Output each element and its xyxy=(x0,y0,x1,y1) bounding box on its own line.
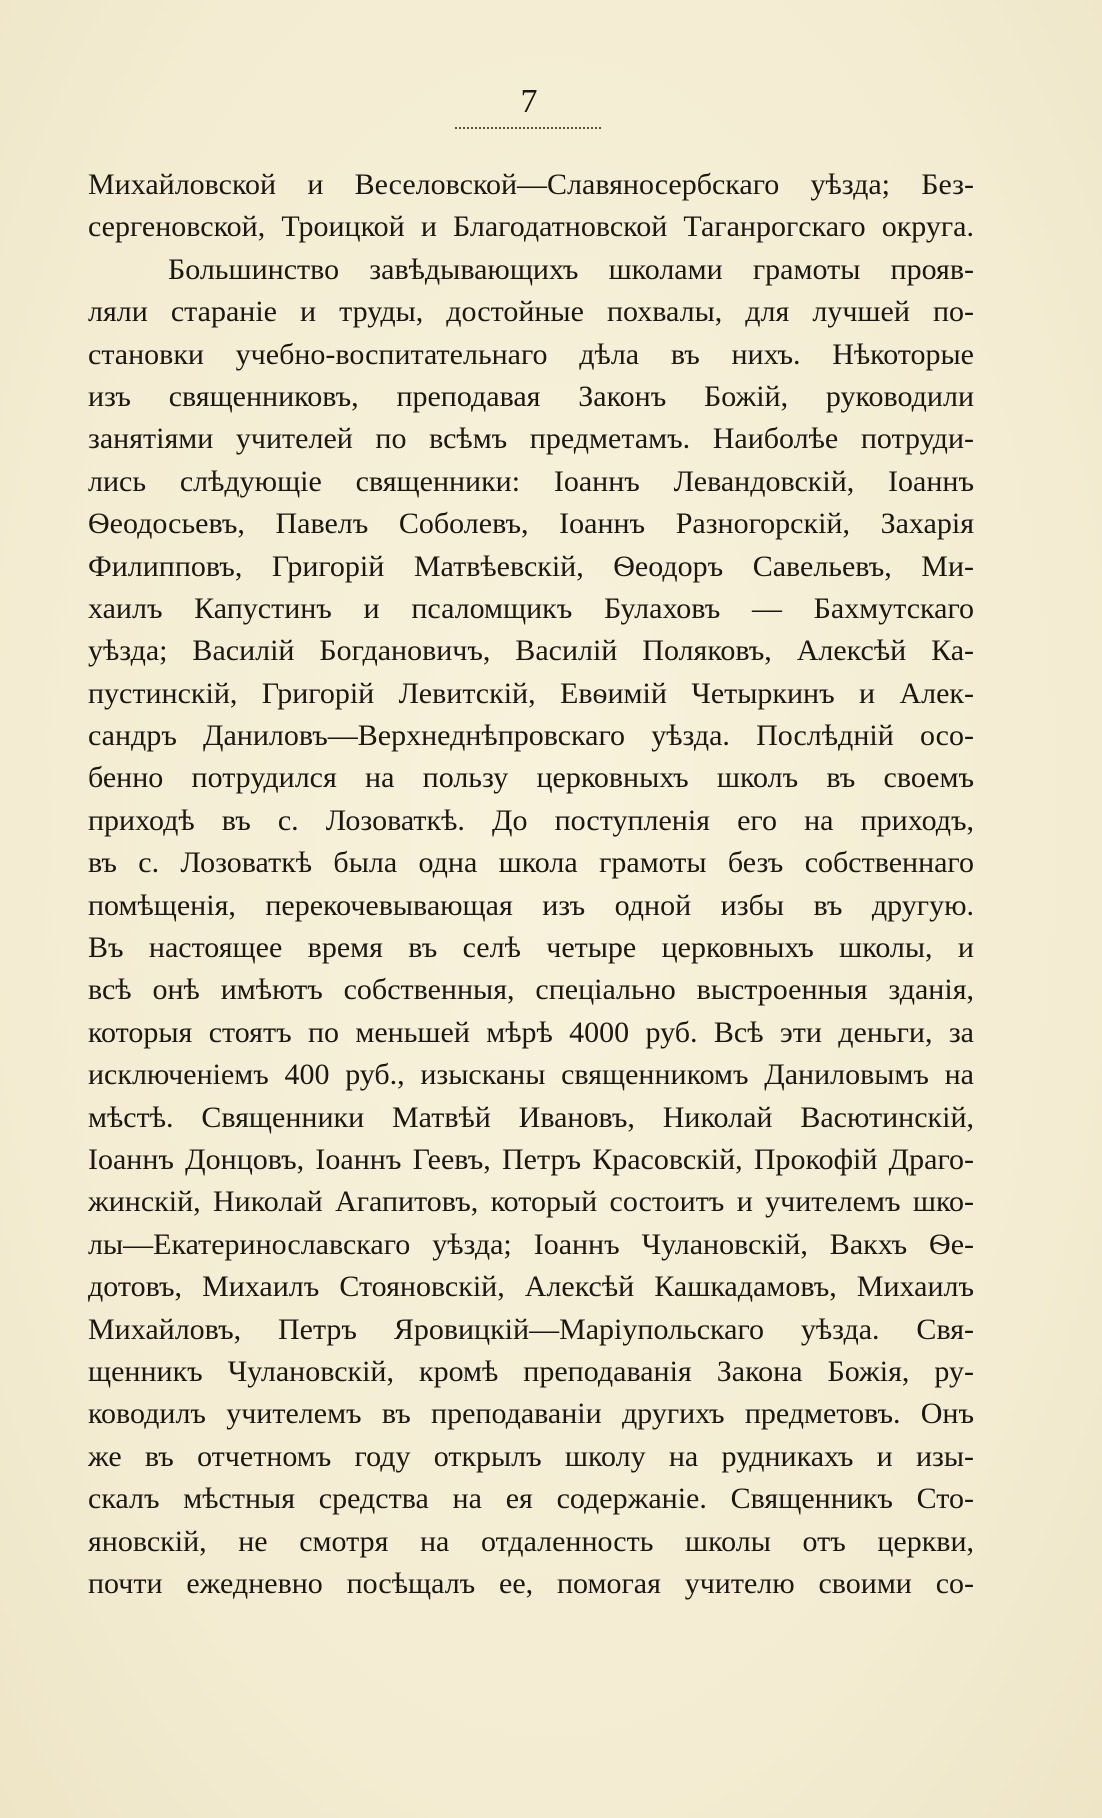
text-line: сергеновской, Троицкой и Благодатновской Таганрогскаго округа. xyxy=(88,210,974,244)
text-line: помѣщенія, перекочевывающая изъ одной избы въ другую. xyxy=(88,888,974,922)
text-line: почти ежедневно посѣщалъ ее, помогая учителю своими со- xyxy=(88,1566,974,1600)
text-line: Ѳеодосьевъ, Павелъ Соболевъ, Іоаннъ Разногорскій, Захарія xyxy=(88,507,974,541)
text-line: становки учебно-воспитательнаго дѣла въ нихъ. Нѣкоторые xyxy=(88,337,974,371)
text-line: приходѣ въ с. Лозоваткѣ. До поступленія его на приходъ, xyxy=(88,803,974,837)
text-line: ляли стараніе и труды, достойные похвалы, для лучшей по- xyxy=(88,295,974,329)
text-line: дотовъ, Михаилъ Стояновскій, Алексѣй Кашкадамовъ, Михаилъ xyxy=(88,1270,974,1304)
text-line: всѣ онѣ имѣютъ собственныя, спеціально выстроенныя зданія, xyxy=(88,973,974,1007)
page-number-rule xyxy=(455,127,601,129)
text-line: скалъ мѣстныя средства на ея содержаніе. Священникъ Сто- xyxy=(88,1482,974,1516)
text-line: которыя стоятъ по меньшей мѣрѣ 4000 руб. Всѣ эти деньги, за xyxy=(88,1015,974,1049)
text-line: Въ настоящее время въ селѣ четыре церковныхъ школы, и xyxy=(88,931,974,965)
text-line: же въ отчетномъ году открылъ школу на рудникахъ и изы- xyxy=(88,1439,974,1473)
text-line: мѣстѣ. Священники Матвѣй Ивановъ, Николай Васютинскій, xyxy=(88,1100,974,1134)
text-line: сандръ Даниловъ—Верхнеднѣпровскаго уѣзда. Послѣдній осо- xyxy=(88,719,974,753)
text-line: бенно потрудился на пользу церковныхъ школъ въ своемъ xyxy=(88,761,974,795)
text-line: Іоаннъ Донцовъ, Іоаннъ Геевъ, Петръ Красовскій, Прокофій Драго- xyxy=(88,1142,974,1176)
text-line: лы—Екатеринославскаго уѣзда; Іоаннъ Чулановскій, Вакхъ Ѳе- xyxy=(88,1227,974,1261)
body-text xyxy=(88,164,974,1605)
text-line: изъ священниковъ, преподавая Законъ Божій, руководили xyxy=(88,379,974,413)
text-line: лись слѣдующіе священники: Іоаннъ Левандовскій, Іоаннъ xyxy=(88,464,974,498)
text-line: Большинство завѣдывающихъ школами грамоты прояв- xyxy=(168,252,974,286)
page-number: 7 xyxy=(520,83,538,120)
text-line: исключеніемъ 400 руб., изысканы священникомъ Даниловымъ на xyxy=(88,1058,974,1092)
text-line: Михайловъ, Петръ Яровицкій—Маріупольскаго уѣзда. Свя- xyxy=(88,1312,974,1346)
text-line: Филипповъ, Григорій Матвѣевскій, Ѳеодоръ Савельевъ, Ми- xyxy=(88,549,974,583)
text-line: ководилъ учителемъ въ преподаваніи другихъ предметовъ. Онъ xyxy=(88,1397,974,1431)
text-line: уѣзда; Василій Богдановичъ, Василій Поляковъ, Алексѣй Ка- xyxy=(88,634,974,668)
text-line: въ с. Лозоваткѣ была одна школа грамоты безъ собственнаго xyxy=(88,846,974,880)
text-line: пустинскій, Григорій Левитскій, Евѳимій Четыркинъ и Алек- xyxy=(88,676,974,710)
text-line: Михайловской и Веселовской—Славяносербскаго уѣзда; Без- xyxy=(88,168,974,201)
text-line: яновскій, не смотря на отдаленность школы отъ церкви, xyxy=(88,1524,974,1558)
text-line: хаилъ Капустинъ и псаломщикъ Булаховъ — Бахмутскаго xyxy=(88,591,974,625)
text-line: занятіями учителей по всѣмъ предметамъ. Наиболѣе потруди- xyxy=(88,422,974,456)
text-line: жинскій, Николай Агапитовъ, который состоитъ и учителемъ шко- xyxy=(88,1185,974,1219)
text-line: щенникъ Чулановскій, кромѣ преподаванія Закона Божія, ру- xyxy=(88,1354,974,1388)
